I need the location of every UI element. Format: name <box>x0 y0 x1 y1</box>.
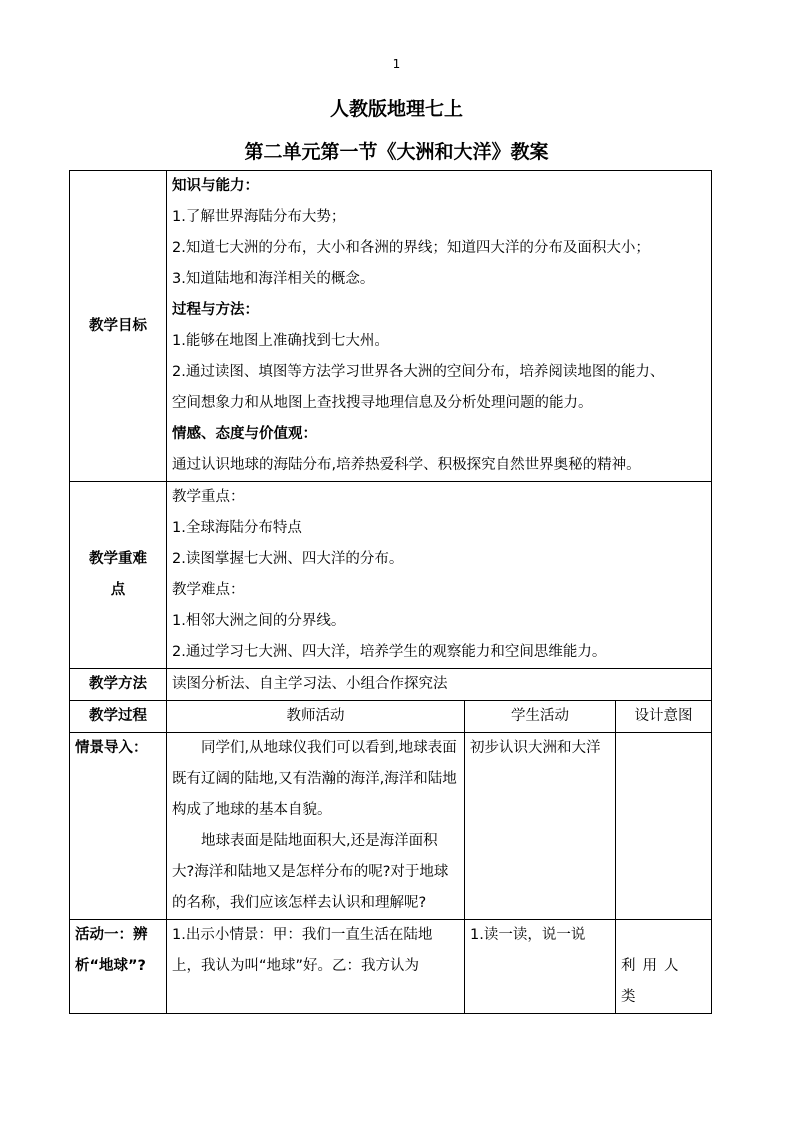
intro-teacher-paragraph: 同学们,从地球仪我们可以看到,地球表面既有辽阔的陆地,又有浩瀚的海洋,海洋和陆地构成了地球的基本自貌。 <box>172 740 457 818</box>
activity1-teacher: 1.出示小情景：甲：我们一直生活在陆地上，我认为叫“地球”好。乙：我方认为 <box>167 920 465 1014</box>
document-subtitle: 第二单元第一节《大洲和大洋》教案 <box>244 141 549 163</box>
methods-label: 教学方法 <box>70 669 167 701</box>
objectives-content <box>167 171 712 482</box>
methods-row <box>70 669 712 701</box>
process-heading: 过程与方法： <box>172 302 259 318</box>
activity1-row <box>70 920 712 1014</box>
activity1-design: 利用人类 <box>616 920 712 1014</box>
intro-label: 情景导入： <box>70 733 167 920</box>
intro-teacher-paragraph: 地球表面是陆地面积大,还是海洋面积大?海洋和陆地又是怎样分布的呢?对于地球的名称，我们应该怎样去认识和理解呢? <box>172 833 449 911</box>
col-header-design: 设计意图 <box>616 701 712 733</box>
key-item: 1.全球海陆分布特点 <box>172 520 302 536</box>
process-item: 2.通过读图、填图等方法学习世界各大洲的空间分布，培养阅读地图的能力、 <box>172 364 665 380</box>
difficulty-item: 2.通过学习七大洲、四大洋，培养学生的观察能力和空间思维能力。 <box>172 644 607 660</box>
document-title: 人教版地理七上 <box>329 98 463 120</box>
difficulty-heading: 教学难点： <box>172 582 245 598</box>
emotion-heading: 情感、态度与价值观： <box>172 426 317 442</box>
knowledge-item: 3.知道陆地和海洋相关的概念。 <box>172 271 375 287</box>
lesson-plan-table <box>69 170 712 1014</box>
activity1-student: 1.读一读，说一说 <box>465 920 616 1014</box>
intro-teacher <box>167 733 465 920</box>
keypoints-label-line: 教学重难 <box>89 551 147 567</box>
intro-design <box>616 733 712 920</box>
keypoints-row <box>70 482 712 669</box>
emotion-item: 通过认识地球的海陆分布,培养热爱科学、积极探究自然世界奥秘的精神。 <box>172 457 641 473</box>
knowledge-item: 2.知道七大洲的分布，大小和各洲的界线；知道四大洋的分布及面积大小； <box>172 240 650 256</box>
intro-row <box>70 733 712 920</box>
activity1-label-line: 析“地球”? <box>75 958 146 974</box>
process-item: 1.能够在地图上准确找到七大州。 <box>172 333 389 349</box>
process-item-cont: 空间想象力和从地图上查找搜寻地理信息及分析处理问题的能力。 <box>172 395 593 411</box>
methods-value: 读图分析法、自主学习法、小组合作探究法 <box>167 669 712 701</box>
keypoints-label-line: 点 <box>110 582 126 598</box>
keypoints-content <box>167 482 712 669</box>
col-header-student: 学生活动 <box>465 701 616 733</box>
key-item: 2.读图掌握七大洲、四大洋的分布。 <box>172 551 404 567</box>
activity1-label-line: 活动一：辨 <box>75 927 148 943</box>
key-heading: 教学重点： <box>172 489 245 505</box>
knowledge-heading: 知识与能力： <box>172 178 259 194</box>
intro-student: 初步认识大洲和大洋 <box>465 733 616 920</box>
process-label: 教学过程 <box>70 701 167 733</box>
difficulty-item: 1.相邻大洲之间的分界线。 <box>172 613 346 629</box>
objectives-row <box>70 171 712 482</box>
knowledge-item: 1.了解世界海陆分布大势； <box>172 209 346 225</box>
page-number: 1 <box>392 57 401 71</box>
objectives-label: 教学目标 <box>70 171 167 482</box>
keypoints-label <box>70 482 167 669</box>
activity1-label <box>70 920 167 1014</box>
col-header-teacher: 教师活动 <box>167 701 465 733</box>
process-header-row <box>70 701 712 733</box>
